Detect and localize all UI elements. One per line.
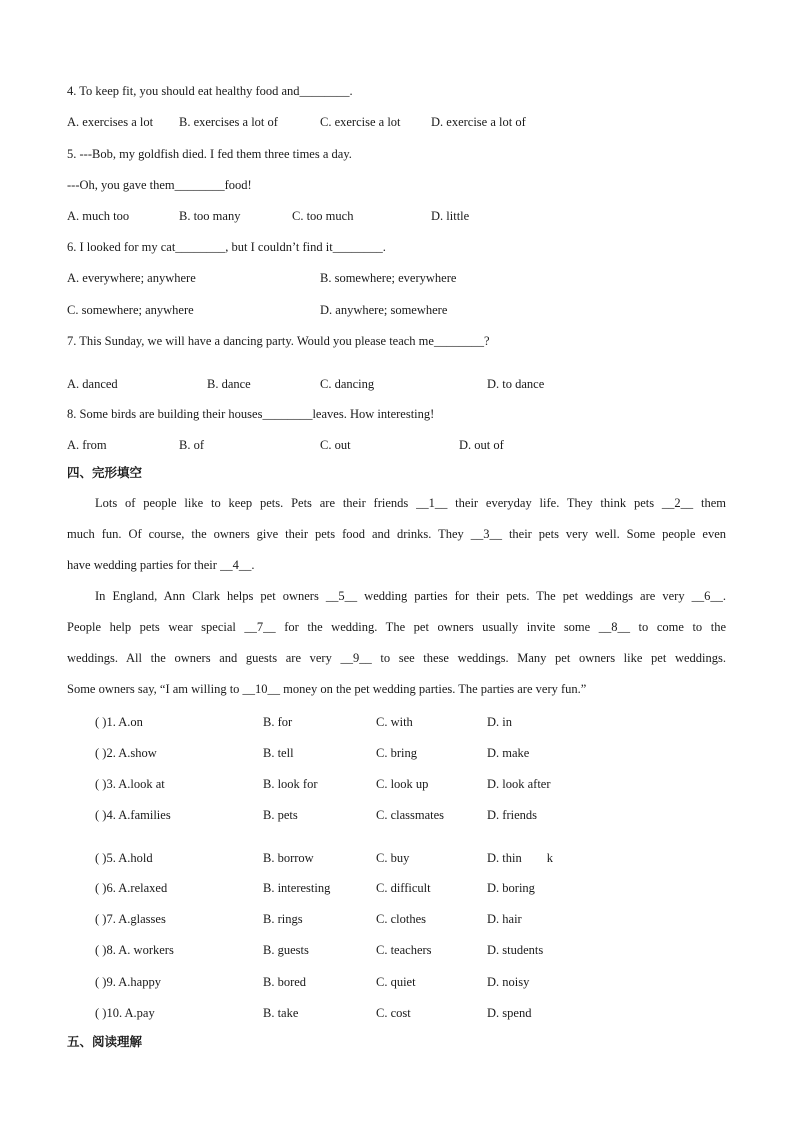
cloze-3-d: D. look after (487, 777, 551, 791)
cloze-10-d: D. spend (487, 1006, 532, 1020)
passage-line: Some owners say, “I am willing to __10__ money on the pet wedding parties. The parties are very fun.” (67, 682, 587, 696)
cloze-10-c: C. cost (376, 1006, 411, 1020)
q5-option-a: A. much too (67, 209, 130, 223)
cloze-6-b: B. interesting (263, 881, 331, 895)
q5-option-d: D. little (431, 209, 470, 223)
cloze-3-c: C. look up (376, 777, 429, 791)
cloze-7-a: ( )7. A.glasses (95, 912, 166, 926)
cloze-7-d: D. hair (487, 912, 522, 926)
cloze-2-d: D. make (487, 746, 530, 760)
question-5-stem: 5. ---Bob, my goldfish died. I fed them three times a day. (67, 147, 352, 161)
question-7-stem: 7. This Sunday, we will have a dancing party. Would you please teach me________? (67, 334, 490, 348)
passage-line: Lots of people like to keep pets. Pets are their friends __1__ their everyday life. They think pets __2__ them (95, 496, 726, 510)
cloze-4-a: ( )4. A.families (95, 808, 171, 822)
passage-line: much fun. Of course, the owners give their pets food and drinks. They __3__ their pets very well. Some people even (67, 527, 726, 541)
question-5-stem-2: ---Oh, you gave them________food! (67, 178, 252, 192)
q8-option-b: B. of (179, 438, 204, 452)
cloze-10-b: B. take (263, 1006, 299, 1020)
cloze-8-b: B. guests (263, 943, 309, 957)
cloze-1-a: ( )1. A.on (95, 715, 143, 729)
q7-option-c: C. dancing (320, 377, 375, 391)
section-4-title: 四、完形填空 (67, 465, 143, 480)
cloze-9-a: ( )9. A.happy (95, 975, 161, 989)
q5-option-b: B. too many (179, 209, 241, 223)
cloze-5-a: ( )5. A.hold (95, 851, 153, 865)
cloze-9-c: C. quiet (376, 975, 416, 989)
question-8-stem: 8. Some birds are building their houses________leaves. How interesting! (67, 407, 435, 421)
q8-option-c: C. out (320, 438, 351, 452)
cloze-7-c: C. clothes (376, 912, 426, 926)
passage-line: In England, Ann Clark helps pet owners __5__ wedding parties for their pets. The pet weddings are very __6__. (95, 589, 726, 603)
q4-option-c: C. exercise a lot (320, 115, 401, 129)
cloze-2-b: B. tell (263, 746, 294, 760)
cloze-6-a: ( )6. A.relaxed (95, 881, 168, 895)
cloze-8-a: ( )8. A. workers (95, 943, 174, 957)
cloze-9-b: B. bored (263, 975, 307, 989)
q8-option-a: A. from (67, 438, 107, 452)
cloze-5-d: D. thin k (487, 851, 553, 865)
passage-line: weddings. All the owners and guests are very __9__ to see these weddings. Many pet owners like pet weddings. (67, 651, 726, 665)
q7-option-d: D. to dance (487, 377, 545, 391)
cloze-2-a: ( )2. A.show (95, 746, 157, 760)
cloze-9-d: D. noisy (487, 975, 530, 989)
cloze-4-b: B. pets (263, 808, 298, 822)
cloze-7-b: B. rings (263, 912, 303, 926)
q7-option-b: B. dance (207, 377, 251, 391)
cloze-passage (67, 488, 726, 705)
cloze-4-d: D. friends (487, 808, 537, 822)
q8-option-d: D. out of (459, 438, 504, 452)
q6-option-c: C. somewhere; anywhere (67, 303, 194, 317)
q4-option-a: A. exercises a lot (67, 115, 154, 129)
cloze-5-b: B. borrow (263, 851, 314, 865)
q6-option-d: D. anywhere; somewhere (320, 303, 448, 317)
cloze-1-b: B. for (263, 715, 293, 729)
q4-option-b: B. exercises a lot of (179, 115, 278, 129)
cloze-10-a: ( )10. A.pay (95, 1006, 155, 1020)
cloze-3-a: ( )3. A.look at (95, 777, 165, 791)
cloze-2-c: C. bring (376, 746, 417, 760)
cloze-1-d: D. in (487, 715, 512, 729)
passage-line: People help pets wear special __7__ for the wedding. The pet owners usually invite some __8__ to come to the (67, 620, 726, 634)
cloze-8-c: C. teachers (376, 943, 432, 957)
q6-option-b: B. somewhere; everywhere (320, 271, 457, 285)
cloze-8-d: D. students (487, 943, 544, 957)
question-6-stem: 6. I looked for my cat________, but I couldn’t find it________. (67, 240, 386, 254)
cloze-3-b: B. look for (263, 777, 318, 791)
cloze-6-d: D. boring (487, 881, 535, 895)
cloze-6-c: C. difficult (376, 881, 431, 895)
question-4-stem: 4. To keep fit, you should eat healthy food and________. (67, 84, 353, 98)
section-5-title: 五、阅读理解 (67, 1034, 143, 1049)
q7-option-a: A. danced (67, 377, 118, 391)
passage-line: have wedding parties for their __4__. (67, 558, 255, 572)
cloze-4-c: C. classmates (376, 808, 445, 822)
q6-option-a: A. everywhere; anywhere (67, 271, 196, 285)
q4-option-d: D. exercise a lot of (431, 115, 526, 129)
cloze-5-c: C. buy (376, 851, 410, 865)
cloze-1-c: C. with (376, 715, 413, 729)
q5-option-c: C. too much (292, 209, 354, 223)
